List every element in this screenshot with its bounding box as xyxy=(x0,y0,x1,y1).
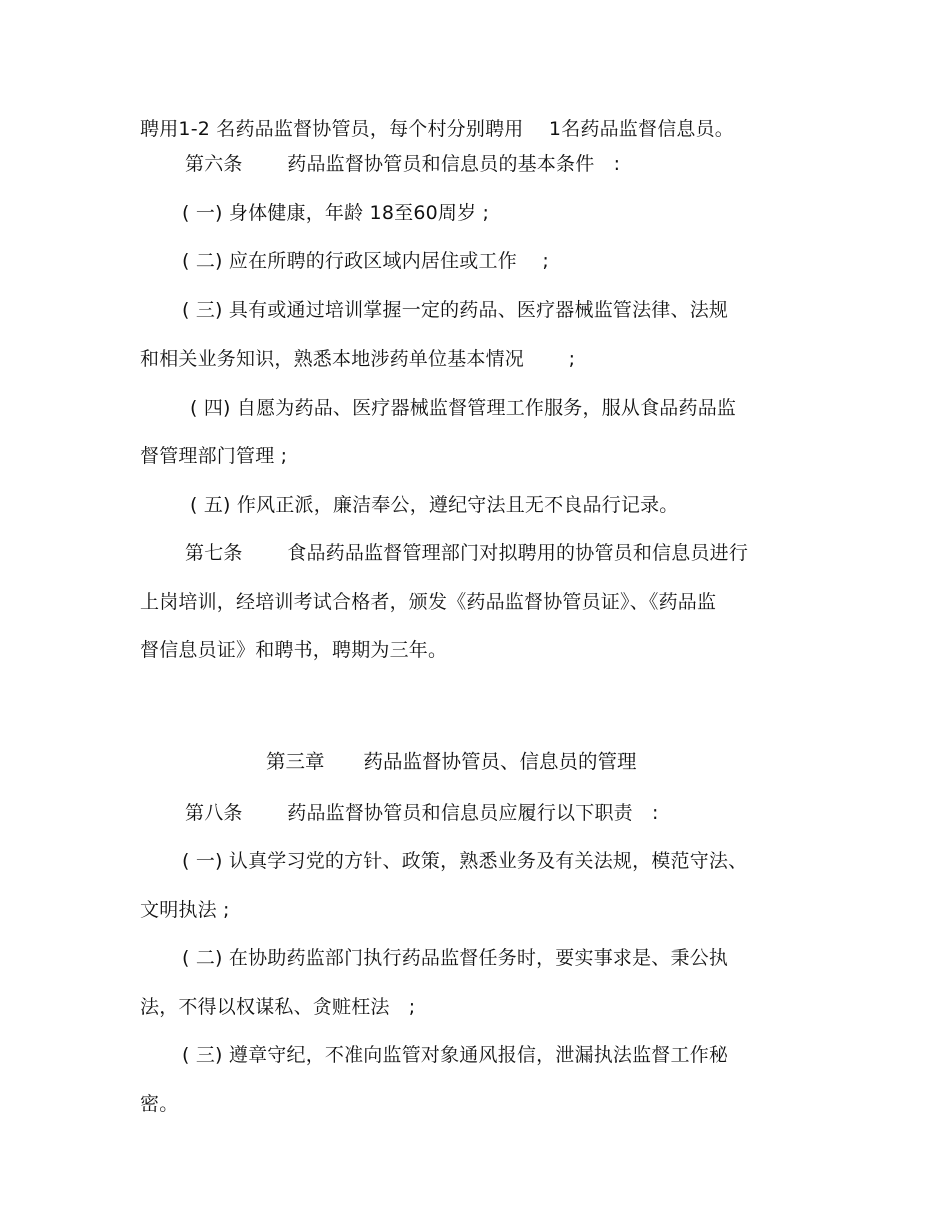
article-6-heading: 第六条 药品监督协管员和信息员的基本条件 : xyxy=(185,153,621,175)
list-item-line: ( 一) 身体健康，年龄 18至60周岁 ; xyxy=(182,202,490,224)
paragraph-line: 文明执法 ; xyxy=(140,899,230,921)
article-7-heading: 第七条 食品药品监督管理部门对拟聘用的协管员和信息员进行 xyxy=(185,542,749,564)
list-item-line: ( 三) 遵章守纪，不准向监管对象通风报信，泄漏执法监督工作秘 xyxy=(182,1044,729,1066)
paragraph-line: 法，不得以权谋私、贪赃枉法 ; xyxy=(140,996,416,1018)
paragraph-line: 督管理部门管理 ; xyxy=(140,445,288,467)
paragraph-line: 督信息员证》和聘书，聘期为三年。 xyxy=(140,639,448,661)
list-item-line: ( 一) 认真学习党的方针、政策，熟悉业务及有关法规，模范守法、 xyxy=(182,850,748,872)
list-item-line: ( 二) 应在所聘的行政区域内居住或工作 ; xyxy=(182,250,549,272)
list-item-line: ( 三) 具有或通过培训掌握一定的药品、医疗器械监管法律、法规 xyxy=(182,299,729,321)
paragraph-line: 上岗培训，经培训考试合格者，颁发《药品监督协管员证》、《药品监 xyxy=(140,591,717,613)
chapter-title: 第三章 药品监督协管员、信息员的管理 xyxy=(266,750,637,773)
list-item-line: ( 五) 作风正派，廉洁奉公，遵纪守法且无不良品行记录。 xyxy=(190,494,679,516)
list-item-line: ( 四) 自愿为药品、医疗器械监督管理工作服务，服从食品药品监 xyxy=(190,397,737,419)
paragraph-line: 聘用1-2 名药品监督协管员，每个村分别聘用 1名药品监督信息员。 xyxy=(140,118,735,140)
article-8-heading: 第八条 药品监督协管员和信息员应履行以下职责 : xyxy=(185,802,659,824)
list-item-line: ( 二) 在协助药监部门执行药品监督任务时，要实事求是、秉公执 xyxy=(182,947,729,969)
paragraph-line: 和相关业务知识，熟悉本地涉药单位基本情况 ; xyxy=(140,348,576,370)
paragraph-line: 密。 xyxy=(140,1093,179,1115)
